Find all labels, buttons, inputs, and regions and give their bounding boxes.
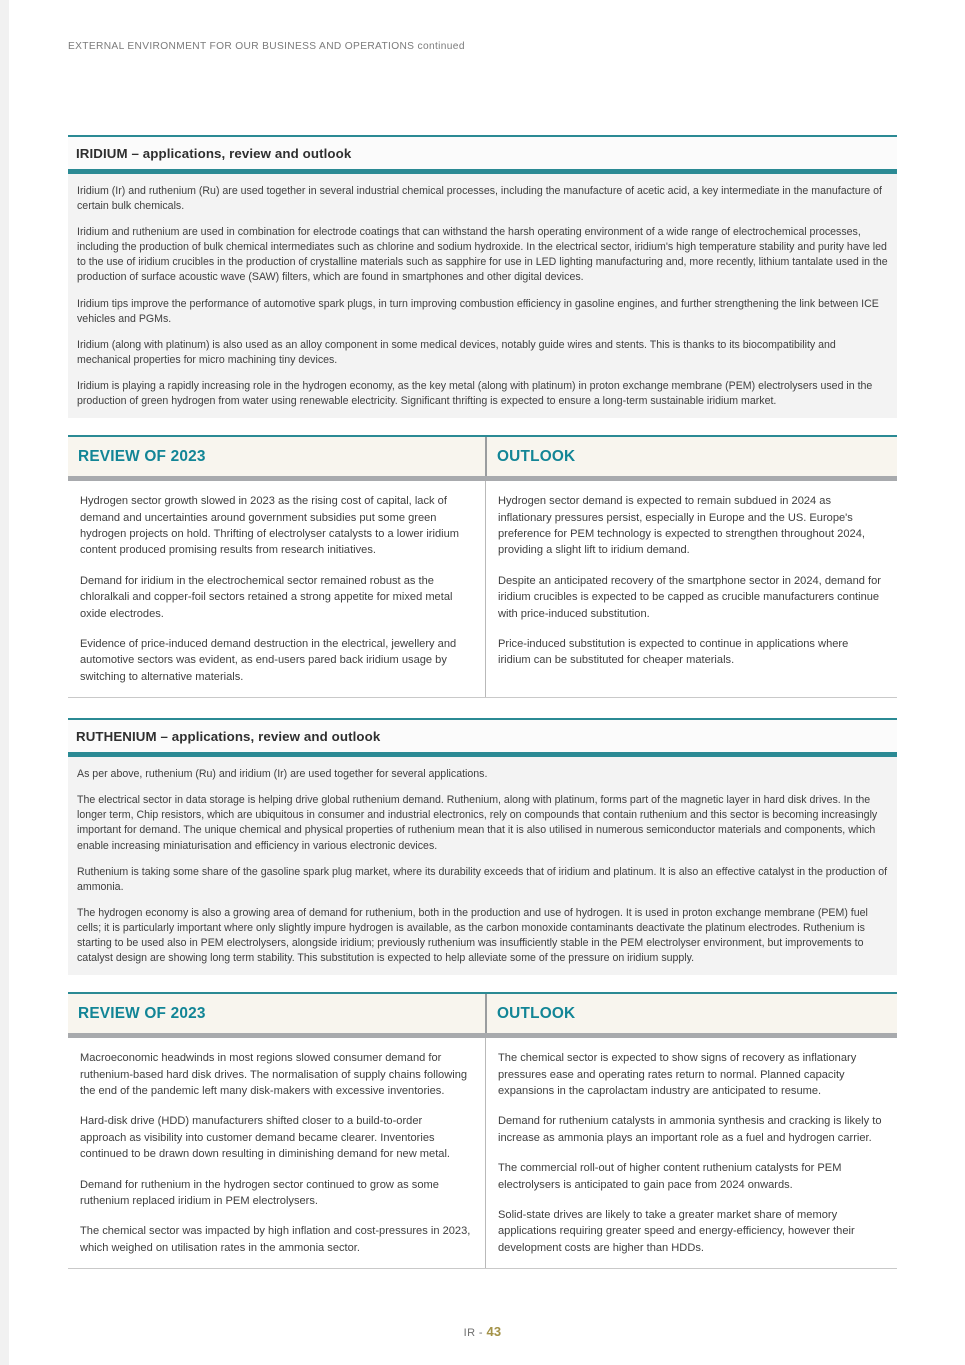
table-header-outlook (485, 437, 897, 476)
running-head-title: EXTERNAL ENVIRONMENT FOR OUR BUSINESS AND OPERATIONS (68, 41, 415, 52)
section-iridium (68, 135, 897, 698)
paragraph: As per above, ruthenium (Ru) and iridium (Ir) are used together for several applications. (77, 768, 488, 781)
table-cell-outlook (485, 1038, 897, 1268)
paragraph: Iridium and ruthenium are used in combination for electrode coatings that can withstand the harsh operating environment of a wide range of electrochemical processes, including the production of bulk chemical intermediates such as chlorine and sodium hydroxide. In the electrical sector, iridium's high temperature stability and purity have led to the use of iridium crucibles in the production of crystalline materials such as sapphire for use in LED lighting manufacturing and, more recently, lithium tantalate used in the production of surface acoustic wave (SAW) filters, which are found in smartphones and other digital devices. (77, 226, 888, 284)
table-header-row (68, 994, 897, 1038)
section-ruthenium (68, 718, 897, 1269)
review-outlook-table-ruthenium (68, 992, 897, 1269)
paragraph: Iridium (Ir) and ruthenium (Ru) are used together in several industrial chemical processes, including the manufacture of acetic acid, a key intermediate in the manufacture of certain bulk chemicals. (77, 185, 882, 213)
paragraph: The hydrogen economy is also a growing area of demand for ruthenium, both in the production and use of hydrogen. It is used in proton exchange membrane (PEM) fuel cells; it is particularly important where only slightly impure hydrogen is available, as the carbon monoxide contaminants deactivate the platinum electrodes. Ruthenium is starting to be used also in PEM electrolysers, alongside iridium; previously ruthenium was insufficiently stable in the PEM electrolyser environment, but improvements to catalyst design are showing long term stability. This substitution is expected to help alleviate some of the pressure on iridium supply. (77, 906, 868, 965)
section-spacer (68, 698, 897, 718)
paragraph: Iridium is playing a rapidly increasing role in the hydrogen economy, as the key metal (along with platinum) in proton exchange membrane (PEM) electrolysers used in the production of green hydrogen from water using renewable electricity. Significant thrifting is expected to ensure a long-term sustainable iridium market. (77, 379, 873, 408)
page-footer (0, 1324, 965, 1339)
paragraph: Demand for iridium in the electrochemical sector remained robust as the chloralkali and copper-foil sectors retained a strong appetite for mixed metal oxide electrodes. (80, 574, 453, 620)
table-cell-review (68, 1038, 485, 1268)
paragraph: Hydrogen sector growth slowed in 2023 as the rising cost of capital, lack of demand and uncertainties around government subsidies put some green hydrogen projects on hold. Thrifting of electrolyser catalysts to a lower iridium content produced promising results from research initiatives. (80, 495, 460, 557)
paragraph: Demand for ruthenium catalysts in ammonia synthesis and cracking is likely to increase as ammonia plays an important role as a fuel and hydrogen carrier. (498, 1115, 882, 1144)
paragraph: Ruthenium is taking some share of the gasoline spark plug market, where its durability exceeds that of iridium and platinum. It is also an effective catalyst in the production of ammonia. (77, 865, 888, 893)
paragraph: Solid-state drives are likely to take a greater market share of memory applications requiring greater speed and energy-efficiency, however their development costs are higher than HDDs. (498, 1209, 855, 1254)
section-title-ruthenium: RUTHENIUM – applications, review and outlook (76, 729, 381, 745)
review-header-label: REVIEW OF 2023 (78, 448, 206, 466)
review-header-label: REVIEW OF 2023 (78, 1005, 206, 1023)
section-body-iridium (68, 174, 897, 418)
outlook-header-label: OUTLOOK (497, 1005, 576, 1023)
paragraph: Price-induced substitution is expected to continue in applications where iridium can be substituted for cheaper materials. (498, 637, 849, 667)
table-cell-outlook (485, 481, 897, 697)
paragraph: The electrical sector in data storage is helping drive global ruthenium demand. Ruthenium, along with platinum, forms part of the magnetic layer in hard disk drives. In the longer term, Chip resistors, which are ubiquitous in consumer and industrial electronics, rely on compounds that contain ruthenium and this sector is becoming increasingly important for demand. The unique chemical and physical properties of ruthenium mean that it is also utilised in numerous semiconductor materials and components, which enable increasing miniaturisation and efficiency in various electronic devices. (77, 794, 878, 852)
paragraph: Hard-disk drive (HDD) manufacturers shifted closer to a build-to-order approach as visibility into customer demand became clearer. Inventories continued to be drawn down resulting in diminishing demand for new metal. (80, 1115, 451, 1161)
footer-page-number: 43 (486, 1324, 502, 1339)
paragraph: Despite an anticipated recovery of the smartphone sector in 2024, demand for iridium crucibles is expected to be capped as crucible manufacturers continue with price-induced substitution. (498, 574, 881, 620)
paragraph: Evidence of price-induced demand destruction in the electrical, jewellery and automotive sectors was evident, as end-users pared back iridium usage by switching to alternative materials. (80, 637, 457, 683)
table-body-row (68, 481, 897, 698)
paragraph: The chemical sector was impacted by high inflation and cost-pressures in 2023, which weighed on utilisation rates in the ammonia sector. (80, 1225, 471, 1254)
table-cell-review (68, 481, 485, 697)
running-head-continued: continued (414, 41, 465, 52)
table-header-review (68, 437, 485, 476)
footer-prefix: IR - (463, 1327, 487, 1339)
paragraph: Iridium tips improve the performance of automotive spark plugs, in turn improving combustion efficiency in gasoline engines, and further strengthening the link between ICE vehicles and PGMs. (77, 297, 879, 325)
section-body-ruthenium (68, 757, 897, 975)
paragraph: Demand for ruthenium in the hydrogen sector continued to grow as some ruthenium replaced iridium in PEM electrolysers. (80, 1178, 439, 1208)
paragraph: The chemical sector is expected to show signs of recovery as inflationary pressures ease and operating rates return to normal. Planned capacity expansions in the caprolactam industry are anticipated to resume. (498, 1052, 857, 1098)
section-title-iridium: IRIDIUM – applications, review and outlook (76, 146, 352, 161)
review-outlook-table-iridium (68, 435, 897, 698)
section-header-iridium (68, 135, 897, 174)
outlook-header-label: OUTLOOK (497, 448, 576, 466)
section-header-ruthenium (68, 718, 897, 757)
table-header-row (68, 437, 897, 481)
table-header-outlook (485, 994, 897, 1033)
paragraph: Iridium (along with platinum) is also used as an alloy component in some medical devices, notably guide wires and stents. This is thanks to its biocompatibility and mechanical properties for micro machining tiny devices. (77, 338, 836, 366)
table-body-row (68, 1038, 897, 1269)
paragraph: Hydrogen sector demand is expected to remain subdued in 2024 as inflationary pressures persist, especially in Europe and the US. Europe's preference for PEM technology is expected to strengthen throughout 2024, providing a slight lift to iridium demand. (498, 495, 865, 557)
running-head (68, 41, 465, 52)
page-content (68, 135, 897, 1269)
paragraph: The commercial roll-out of higher content ruthenium catalysts for PEM electrolysers is anticipated to gain pace from 2024 onwards. (498, 1162, 842, 1191)
table-header-review (68, 994, 485, 1033)
paragraph: Macroeconomic headwinds in most regions slowed consumer demand for ruthenium-based hard disk drives. The normalisation of supply chains following the end of the pandemic left many disk-makers with excessive inventories. (80, 1052, 468, 1098)
